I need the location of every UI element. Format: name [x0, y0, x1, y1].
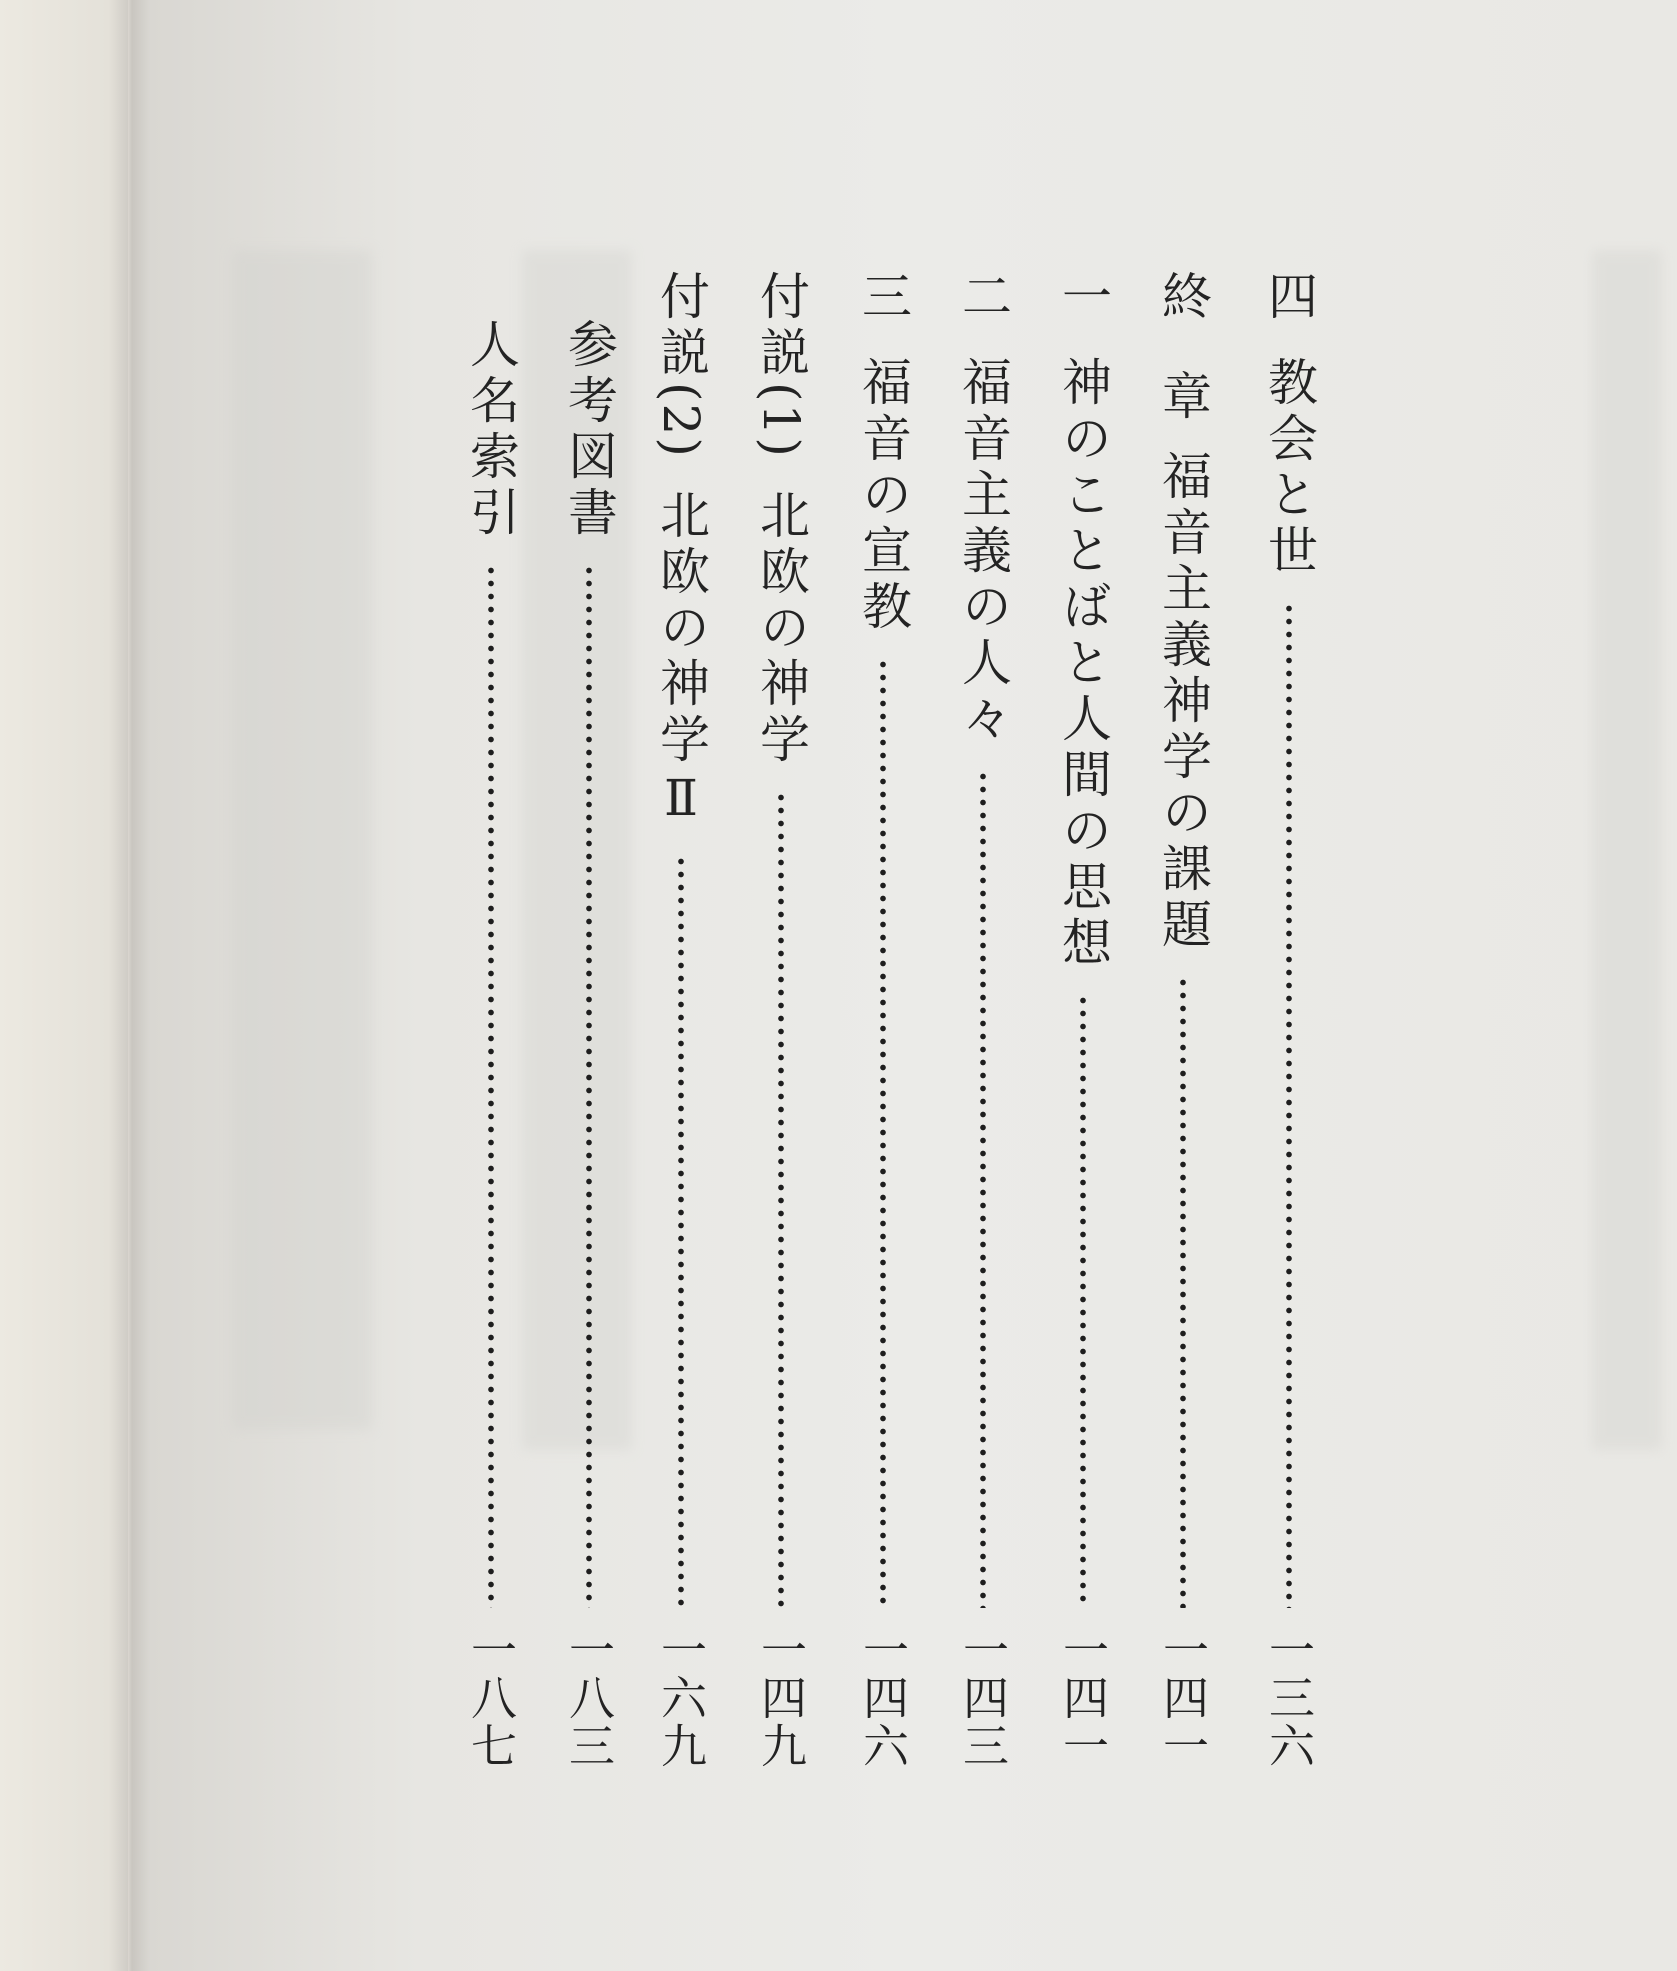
entry-page-number: 一六九: [654, 1626, 708, 1770]
toc-entry[interactable]: [642, 270, 720, 1770]
entry-number: 一: [1054, 270, 1112, 326]
entry-page-number: 一四九: [754, 1626, 808, 1770]
entry-title: 福音主義の人々: [954, 356, 1012, 748]
appendix-label-text: 付説: [652, 270, 710, 382]
toc-entry[interactable]: [1144, 270, 1222, 1770]
appendix-label-number: (1): [752, 382, 810, 459]
appendix-label: [652, 270, 710, 459]
toc-entry[interactable]: [452, 318, 530, 1770]
entry-title: 教会と世: [1260, 356, 1318, 580]
entry-page-number: 一四三: [956, 1626, 1010, 1770]
entry-page-number: 一四一: [1056, 1626, 1110, 1770]
entry-page-number: 一三六: [1262, 1626, 1316, 1770]
entry-number: 二: [954, 270, 1012, 326]
entry-title: 北欧の神学: [752, 488, 810, 769]
dot-leader: [880, 658, 886, 1608]
dot-leader: [586, 564, 592, 1608]
dot-leader: [1080, 994, 1086, 1608]
toc-entry[interactable]: [742, 270, 820, 1770]
dot-leader: [778, 791, 784, 1608]
entry-title: 北欧の神学Ⅱ: [652, 488, 710, 833]
appendix-label: [752, 270, 810, 459]
entry-title: 人名索引: [462, 318, 520, 542]
toc-entry[interactable]: [1044, 270, 1122, 1770]
show-through-shadow: [232, 250, 372, 1430]
toc-entry[interactable]: [944, 270, 1022, 1770]
entry-number: 三: [854, 270, 912, 326]
entry-page-number: 一四一: [1156, 1626, 1210, 1770]
entry-page-number: 一八三: [562, 1626, 616, 1770]
chapter-label: 終 章: [1154, 270, 1212, 420]
toc-entry[interactable]: [550, 318, 628, 1770]
entry-title: 福音の宣教: [854, 356, 912, 636]
toc-page: [132, 0, 1677, 1971]
entry-title: 福音主義神学の課題: [1154, 450, 1212, 954]
book-page-edge: [0, 0, 128, 1971]
entry-title: 神のことばと人間の思想: [1054, 356, 1112, 972]
dot-leader: [488, 564, 494, 1608]
toc-entry[interactable]: [1250, 270, 1328, 1770]
entry-title: 参考図書: [560, 318, 618, 542]
dot-leader: [1180, 976, 1186, 1608]
appendix-label-number: (2): [652, 382, 710, 459]
dot-leader: [980, 770, 986, 1608]
appendix-label-text: 付説: [752, 270, 810, 382]
toc-entry[interactable]: [844, 270, 922, 1770]
show-through-shadow: [1592, 250, 1662, 1450]
dot-leader: [678, 855, 684, 1608]
entry-number: 四: [1260, 270, 1318, 326]
dot-leader: [1286, 602, 1292, 1608]
entry-page-number: 一八七: [464, 1626, 518, 1770]
entry-page-number: 一四六: [856, 1626, 910, 1770]
